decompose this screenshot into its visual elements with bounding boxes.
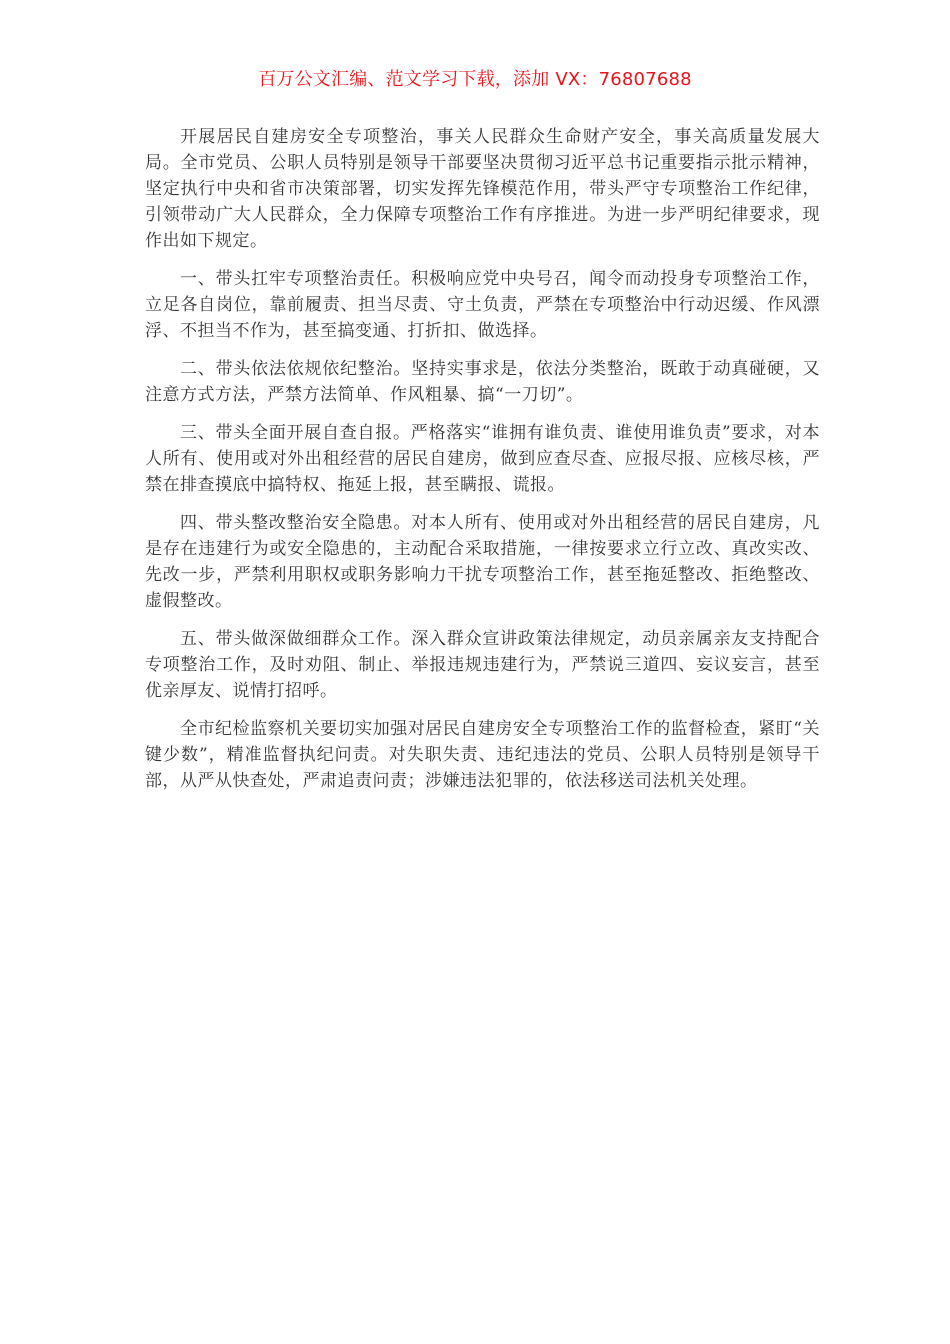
closing-paragraph: 全市纪检监察机关要切实加强对居民自建房安全专项整治工作的监督检查，紧盯“关键少数”，精准监督执纪问责。对失职失责、违纪违法的党员、公职人员特别是领导干部，从严从快查处，严肃追责问责；涉嫌违法犯罪的，依法移送司法机关处理。 [145, 719, 820, 791]
rule-paragraph-5: 五、带头做深做细群众工作。深入群众宣讲政策法律规定，动员亲属亲友支持配合专项整治工作，及时劝阻、制止、举报违规违建行为，严禁说三道四、妄议妄言，甚至优亲厚友、说情打招呼。 [145, 629, 820, 701]
rule-paragraph-1: 一、带头扛牢专项整治责任。积极响应党中央号召，闻令而动投身专项整治工作，立足各自岗位，靠前履责、担当尽责、守土负责，严禁在专项整治中行动迟缓、作风漂浮、不担当不作为，甚至搞变通、打折扣、做选择。 [145, 269, 820, 341]
document-body [145, 124, 820, 806]
header-banner: 百万公文汇编、范文学习下载，添加 VX：76807688 [258, 69, 692, 90]
rule-paragraph-4: 四、带头整改整治安全隐患。对本人所有、使用或对外出租经营的居民自建房，凡是存在违建行为或安全隐患的，主动配合采取措施，一律按要求立行立改、真改实改、先改一步，严禁利用职权或职务影响力干扰专项整治工作，甚至拖延整改、拒绝整改、虚假整改。 [145, 513, 820, 611]
intro-paragraph: 开展居民自建房安全专项整治，事关人民群众生命财产安全，事关高质量发展大局。全市党员、公职人员特别是领导干部要坚决贯彻习近平总书记重要指示批示精神，坚定执行中央和省市决策部署，切实发挥先锋模范作用，带头严守专项整治工作纪律，引领带动广大人民群众，全力保障专项整治工作有序推进。为进一步严明纪律要求，现作出如下规定。 [145, 127, 820, 251]
rule-paragraph-3: 三、带头全面开展自查自报。严格落实“谁拥有谁负责、谁使用谁负责”要求，对本人所有、使用或对外出租经营的居民自建房，做到应查尽查、应报尽报、应核尽核，严禁在排查摸底中搞特权、拖延上报，甚至瞒报、谎报。 [145, 423, 820, 495]
rule-paragraph-2: 二、带头依法依规依纪整治。坚持实事求是，依法分类整治，既敢于动真碰硬，又注意方式方法，严禁方法简单、作风粗暴、搞“一刀切”。 [145, 359, 820, 405]
